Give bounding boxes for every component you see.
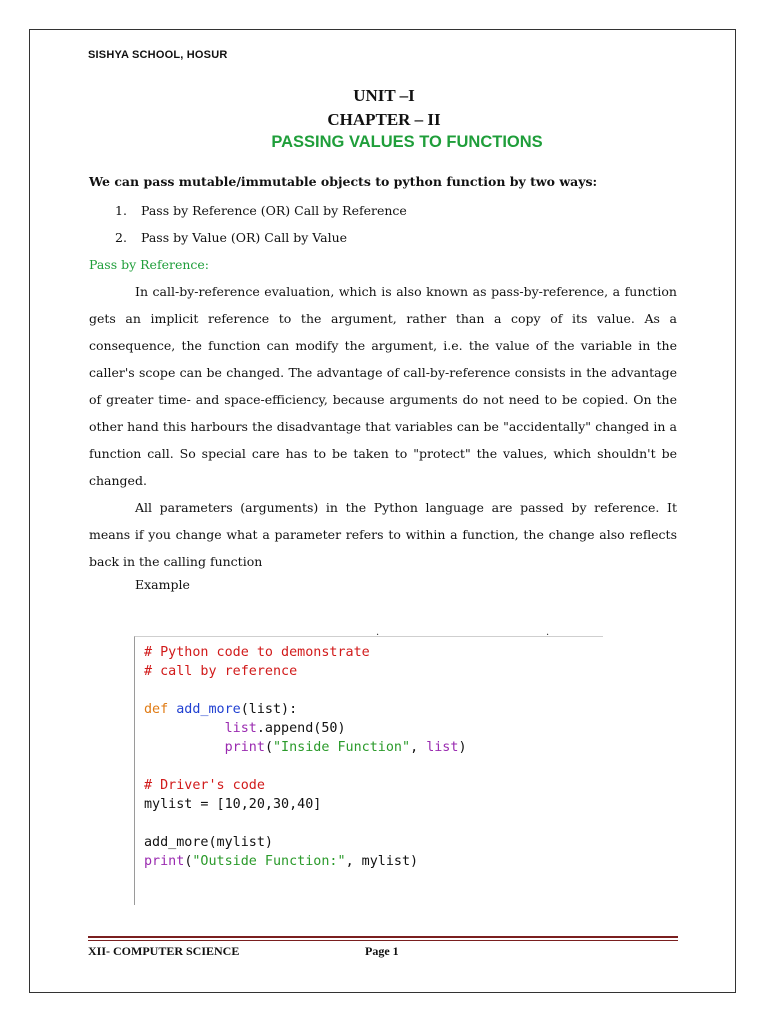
code-screenshot (134, 636, 603, 905)
code-string: "Outside Function:" (192, 854, 346, 869)
code-text: add_more(mylist) (144, 835, 273, 850)
code-builtin: print (224, 740, 265, 755)
code-block (144, 643, 467, 871)
list-text: Pass by Reference (OR) Call by Reference (140, 203, 407, 218)
code-string: "Inside Function" (273, 740, 411, 755)
footer-rule (88, 940, 678, 941)
code-builtin: list (224, 721, 257, 736)
school-header: SISHYA SCHOOL, HOSUR (88, 49, 228, 61)
paragraph-python-parameters: All parameters (arguments) in the Python language are passed by reference. It means if you change what a parameter refers to within a function, the change also reflects back in the calling function (89, 500, 677, 569)
code-keyword: def (144, 702, 169, 717)
code-builtin: print (144, 854, 185, 869)
paragraph-call-by-reference: In call-by-reference evaluation, which is also known as pass-by-reference, a function gets an implicit reference to the argument, rather than a copy of its value. As a consequence, the function can modify the argument, i.e. the value of the variable in the caller's scope can be changed. The advantage of call-by-reference consists in the advantage of greater time- and space-efficiency, because arguments do not need to be copied. On the other hand this harbours the disadvantage that variables can be "accidentally" changed in a function call. So special care has to be taken to "protect" the values, which shouldn't be changed. (89, 284, 677, 488)
chapter-heading: CHAPTER – II (327, 110, 441, 129)
code-text: , mylist) (345, 854, 419, 869)
unit-heading: UNIT –I (353, 86, 415, 105)
list-item (115, 230, 347, 245)
code-comment: # call by reference (144, 664, 298, 679)
code-text: (list): (240, 702, 298, 717)
list-number: 2. (115, 230, 127, 245)
example-label: Example (135, 577, 190, 592)
intro-text: We can pass mutable/immutable objects to python function by two ways: (89, 174, 598, 189)
code-builtin: list (426, 740, 459, 755)
code-comment: # Driver's code (144, 778, 265, 793)
code-text: ) (458, 740, 467, 755)
page-title: PASSING VALUES TO FUNCTIONS (271, 133, 543, 151)
code-comment: # Python code to demonstrate (144, 645, 370, 660)
code-text: , (410, 740, 427, 755)
code-text: ( (184, 854, 193, 869)
section-subheading: Pass by Reference: (89, 257, 210, 272)
code-function-name: add_more (176, 702, 241, 717)
footer-subject: XII- COMPUTER SCIENCE (88, 944, 240, 958)
list-number: 1. (115, 203, 127, 218)
list-item (115, 203, 407, 218)
code-text: mylist = [10,20,30,40] (144, 797, 322, 812)
page-number: Page 1 (365, 944, 399, 958)
footer-rule (88, 936, 678, 938)
code-text: ( (264, 740, 273, 755)
list-text: Pass by Value (OR) Call by Value (140, 230, 348, 245)
code-text: .append(50) (256, 721, 346, 736)
